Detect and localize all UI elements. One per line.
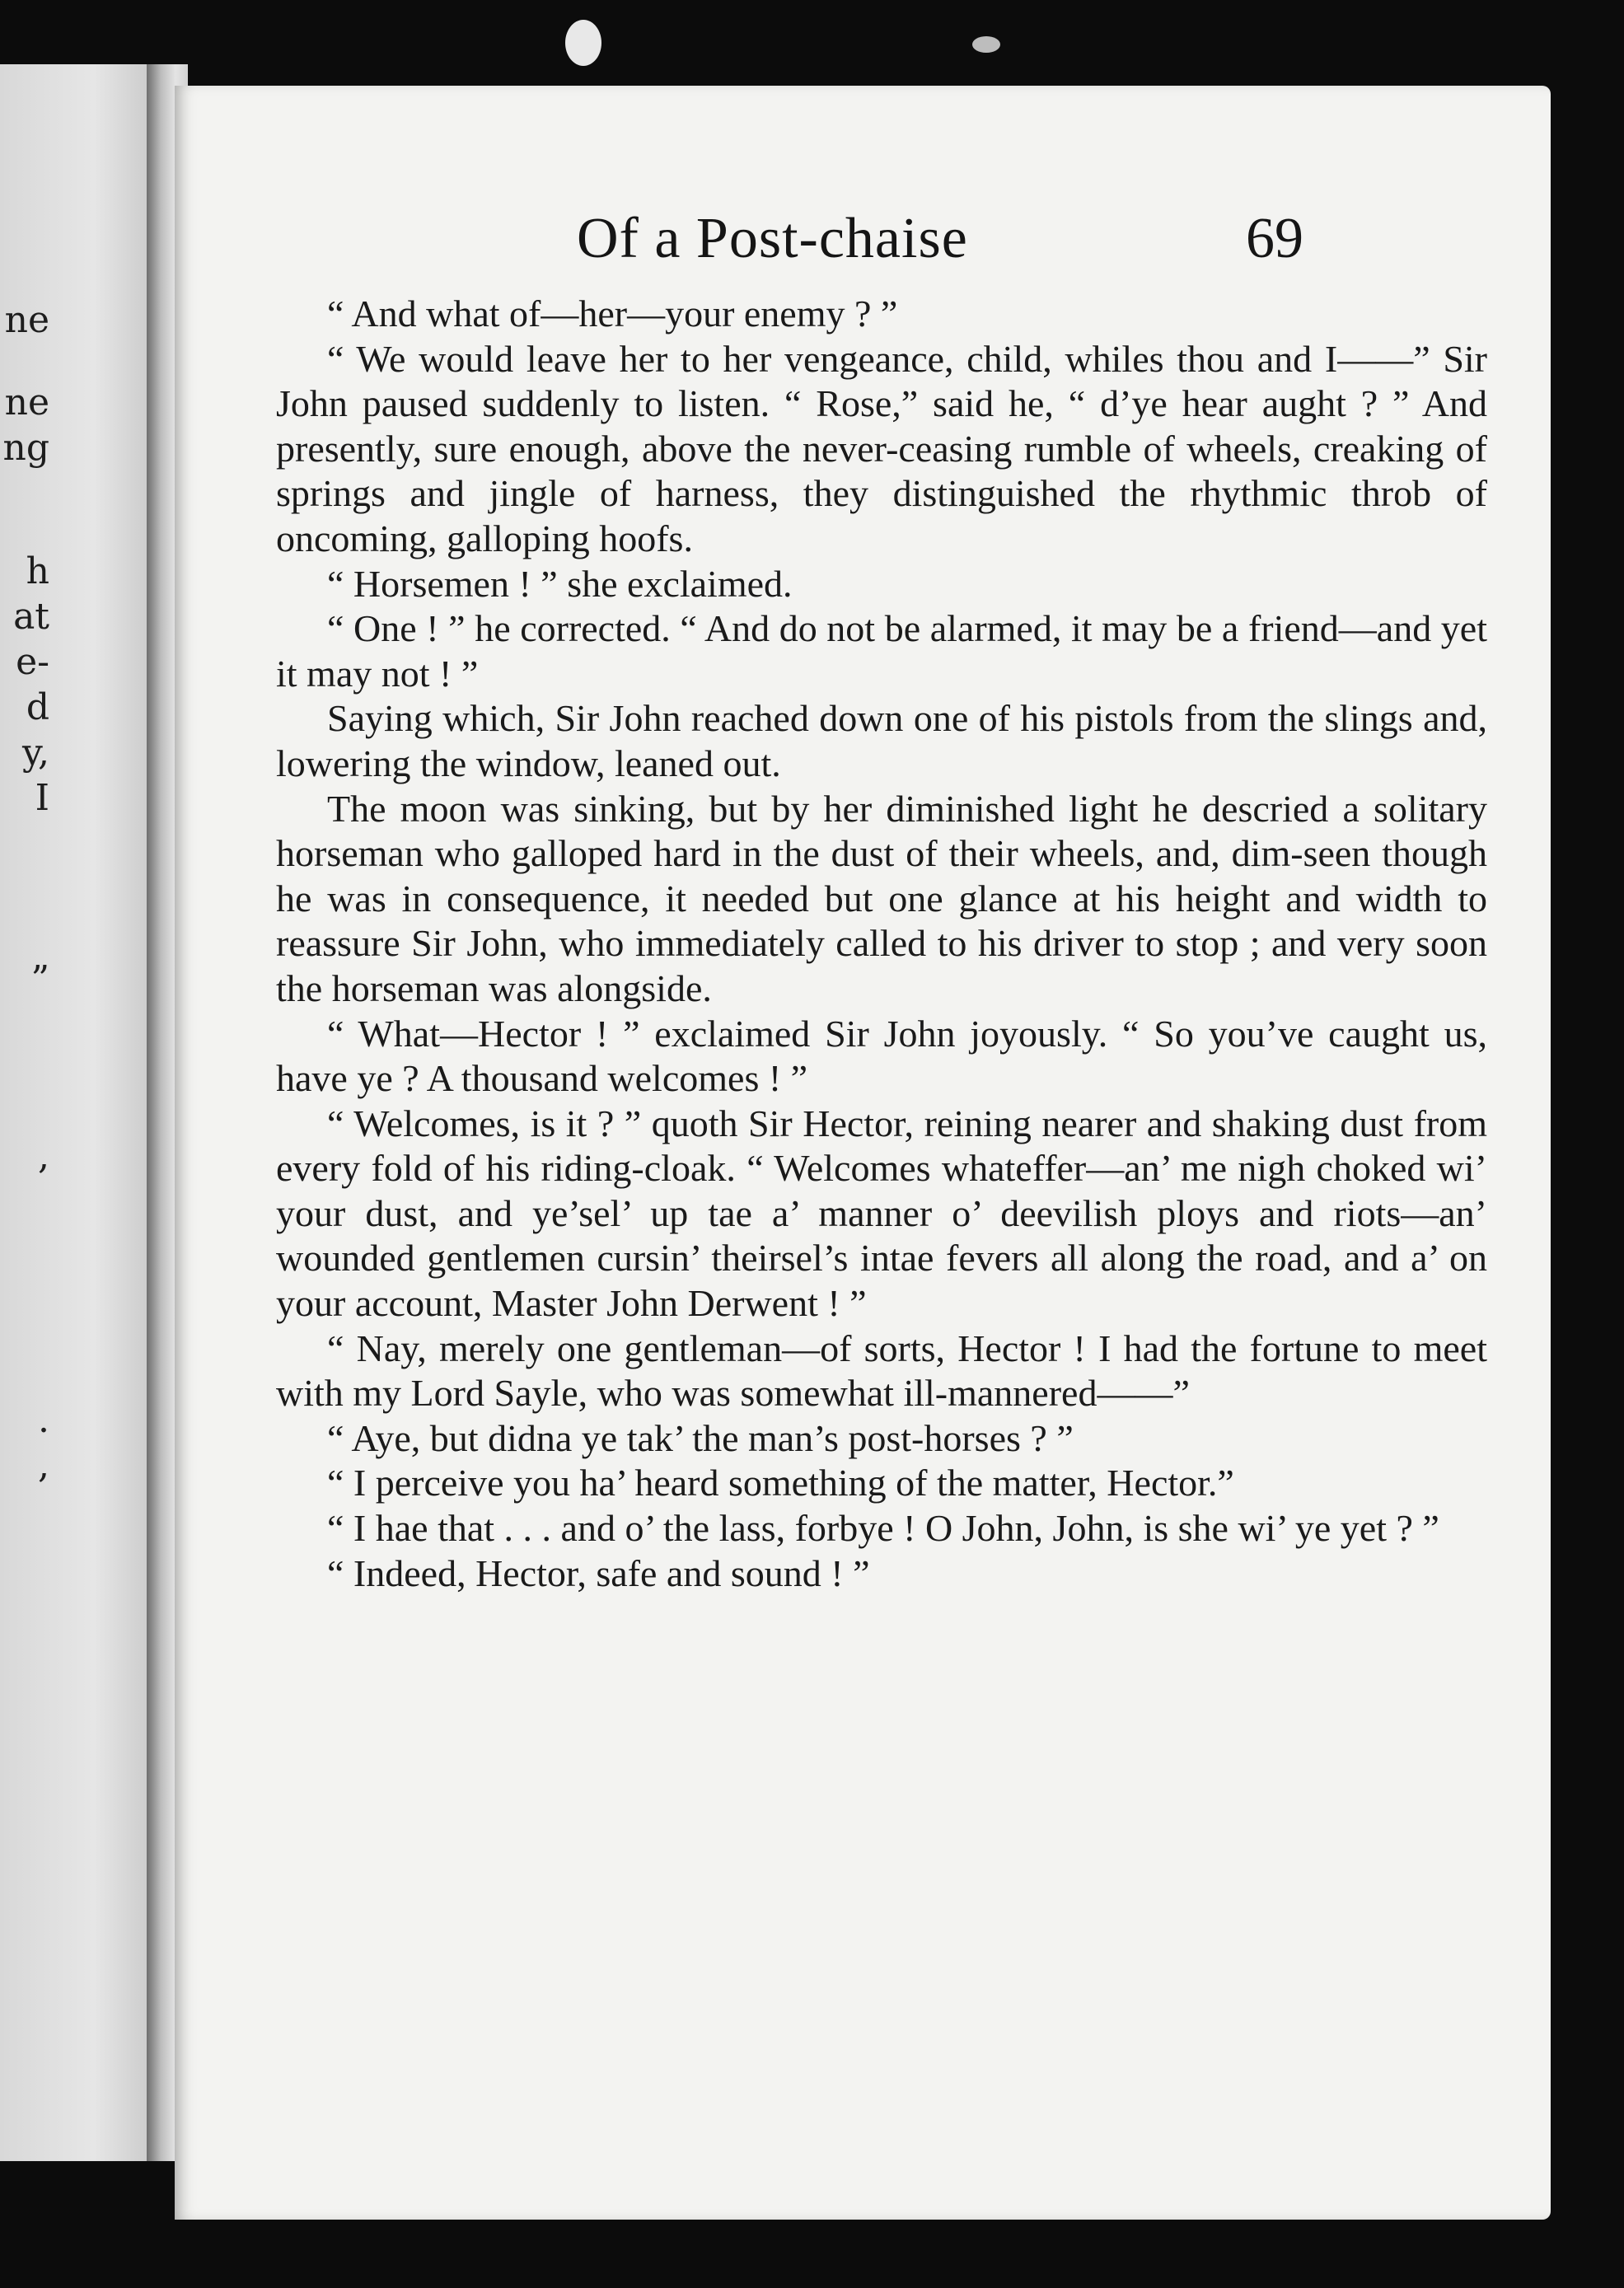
paragraph: “ Welcomes, is it ? ” quoth Sir Hector, reining nearer and shaking dust from every fold of his riding-cloak. “ Welcomes whateffer—an’ me nigh choked wi’ your dust, and ye’sel’ up tae a’ manner o’ deevilish ploys and riots—an’ wounded gentlemen cursin’ theirsel’s intae fevers all along the road, and a’ on your account, Master John Derwent ! ”: [276, 1102, 1487, 1325]
facing-page-fragment: ,: [38, 1135, 49, 1177]
paragraph: “ Horsemen ! ” she exclaimed.: [327, 562, 793, 605]
facing-page-fragment: ,: [38, 1444, 49, 1486]
facing-page-edge: [0, 64, 157, 2161]
paragraph: “ We would leave her to her vengeance, child, whiles thou and I——” Sir John paused suddenly to listen. “ Rose,” said he, “ d’ye hear aught ? ” And presently, sure enough, above the never-ceasing rumble of wheels, creaking of springs and jingle of harness, they distinguished the rhythmic throb of oncoming, galloping hoofs.: [276, 337, 1487, 559]
paragraph: “ I perceive you ha’ heard something of the matter, Hector.”: [327, 1462, 1234, 1504]
paragraph: “ I hae that . . . and o’ the lass, forbye ! O John, John, is she wi’ ye yet ? ”: [327, 1507, 1439, 1550]
facing-page-fragment: e-: [16, 641, 49, 683]
facing-page-fragment: ”: [30, 958, 49, 1000]
dust-speck: [972, 36, 1000, 53]
running-head: [175, 206, 1551, 280]
facing-page-fragment: ne: [4, 299, 49, 341]
facing-page-fragment: I: [35, 777, 49, 819]
facing-page-fragment: ne: [4, 381, 49, 423]
paragraph: “ One ! ” he corrected. “ And do not be alarmed, it may be a friend—and yet it may not ! ”: [276, 607, 1487, 695]
facing-page-fragment: h: [26, 550, 49, 592]
paragraph: “ Aye, but didna ye tak’ the man’s post-horses ? ”: [327, 1416, 1074, 1459]
dust-speck: [565, 20, 601, 66]
facing-page-fragment: .: [38, 1399, 49, 1441]
paragraph: “ Indeed, Hector, safe and sound ! ”: [327, 1551, 870, 1594]
running-title: Of a Post-chaise: [577, 207, 968, 270]
facing-page-fragment: at: [13, 596, 49, 638]
paragraph: Saying which, Sir John reached down one of his pistols from the slings and, lowering the window, leaned out.: [276, 697, 1487, 784]
paragraph: “ Nay, merely one gentleman—of sorts, Hector ! I had the fortune to meet with my Lord Sayle, who was somewhat ill-mannered——”: [276, 1326, 1487, 1415]
facing-page-fragment: y,: [22, 732, 49, 774]
page-number: 69: [1246, 207, 1303, 270]
facing-page-fragment: d: [26, 686, 49, 728]
paragraph: The moon was sinking, but by her diminished light he descried a solitary horseman who galloped hard in the dust of their wheels, and, dim-seen though he was in consequence, it needed but one glance at his height and width to reassure Sir John, who immediately called to his driver to stop ; and very soon the horseman was alongside.: [276, 787, 1487, 1009]
body-text: [276, 292, 1487, 1596]
paragraph: “ What—Hector ! ” exclaimed Sir John joyously. “ So you’ve caught us, have ye ? A thousand welcomes ! ”: [276, 1012, 1487, 1100]
paragraph: “ And what of—her—your enemy ? ”: [327, 292, 898, 335]
book-page: [175, 86, 1551, 2220]
facing-page-fragment: ng: [2, 427, 49, 469]
